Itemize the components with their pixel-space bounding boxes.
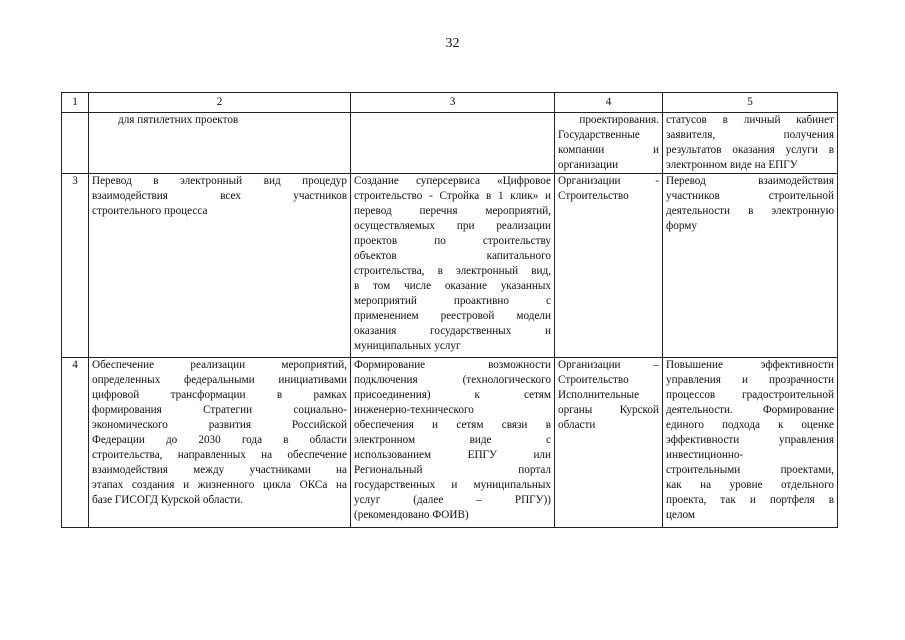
cell-text-line: проектов по строительству	[354, 235, 551, 247]
cell-text-line: процессов градостроительной	[666, 389, 834, 401]
cell-col5	[663, 174, 838, 358]
cell-text-line: целом	[666, 509, 695, 521]
cell-text-line: Строительство	[558, 190, 629, 202]
table-row	[62, 174, 838, 358]
cell-text-line: Перевод взаимодействия	[666, 175, 834, 187]
table-header-row	[62, 93, 838, 113]
header-cell-4: 4	[555, 93, 663, 113]
cell-col5	[663, 358, 838, 528]
cell-text-line: Формирование возможности	[354, 359, 551, 371]
cell-text-line: единого подхода к оценке	[666, 419, 834, 431]
cell-col3	[351, 113, 555, 174]
cell-text-line: результатов оказания услуги в	[666, 144, 834, 156]
cell-text-line: обеспечения и сетям связи в	[354, 419, 551, 431]
cell-col3	[351, 174, 555, 358]
cell-text-line: взаимодействия между участниками на	[92, 464, 347, 476]
cell-text-line: услуг (далее – РПГУ))	[354, 494, 551, 506]
cell-col2	[89, 358, 351, 528]
cell-text-line: в том числе оказание указанных	[354, 280, 551, 292]
header-cell-2: 2	[89, 93, 351, 113]
header-cell-5: 5	[663, 93, 838, 113]
cell-text-line: эффективности управления	[666, 434, 834, 446]
cell-text-line: экономического развития Российской	[92, 419, 347, 431]
cell-text-line: Федерации до 2030 года в области	[92, 434, 347, 446]
cell-text-line: Исполнительные	[558, 389, 640, 401]
cell-text-line: органы Курской	[558, 404, 659, 416]
cell-text-line: организации	[558, 159, 619, 171]
cell-text-line: использованием ЕПГУ или	[354, 449, 551, 461]
cell-text-line: заявителя, получения	[666, 129, 834, 141]
cell-text-line: строительного процесса	[92, 205, 208, 217]
cell-text-line: строительство - Стройка в 1 клик» и	[354, 190, 551, 202]
cell-text-line: подключения (технологического	[354, 374, 551, 386]
table-row	[62, 113, 838, 174]
cell-text-line: оказания государственных и	[354, 325, 551, 337]
cell-text-line: перевод перечня мероприятий,	[354, 205, 551, 217]
cell-col3	[351, 358, 555, 528]
cell-text-line: государственных и муниципальных	[354, 479, 551, 491]
cell-col5	[663, 113, 838, 174]
cell-text-line: Организации –	[558, 359, 659, 371]
page-number: 32	[445, 36, 460, 51]
cell-col2	[89, 174, 351, 358]
cell-text-line: строительства, в электронный вид,	[354, 265, 551, 277]
table-row	[62, 358, 838, 528]
cell-text-line: базе ГИСОГД Курской области.	[92, 494, 244, 506]
cell-text-line: проекта, так и портфеля в	[666, 494, 834, 506]
cell-text-line: Региональный портал	[354, 464, 551, 476]
cell-text-line: инженерно-технического	[354, 404, 474, 416]
cell-text-line: Строительство	[558, 374, 629, 386]
cell-text-line: Перевод в электронный вид процедур	[92, 175, 347, 187]
cell-text-line: строительства, направленных на обеспечение	[92, 449, 347, 461]
cell-text-line: области	[558, 419, 596, 431]
cell-text-line: определенных федеральными инициативами	[92, 374, 347, 386]
cell-text-line: формирования Стратегии социально-	[92, 404, 347, 416]
document-table	[61, 92, 838, 528]
cell-text-line: муниципальных услуг	[354, 340, 461, 352]
cell-text-line: электронном виде на ЕПГУ	[666, 159, 798, 171]
row-number	[62, 113, 89, 174]
cell-text-line: участников строительной	[666, 190, 834, 202]
cell-text-line: для пятилетних проектов	[118, 114, 239, 126]
cell-text-line: объектов капитального	[354, 250, 551, 262]
cell-text-line: Организации -	[558, 175, 659, 187]
cell-text-line: компании и	[558, 144, 659, 156]
cell-col2	[89, 113, 351, 174]
cell-text-line: деятельности в электронную	[666, 205, 834, 217]
cell-text-line: цифровой трансформации в рамках	[92, 389, 347, 401]
cell-text-line: инвестиционно-	[666, 449, 744, 461]
cell-text-line: деятельности. Формирование	[666, 404, 834, 416]
cell-text-line: электронном виде с	[354, 434, 551, 446]
cell-text-line: присоединения) к сетям	[354, 389, 551, 401]
cell-text-line: проектирования.	[579, 114, 659, 126]
cell-text-line: Государственные	[558, 129, 640, 141]
cell-text-line: осуществляемых при реализации	[354, 220, 551, 232]
cell-text-line: взаимодействия всех участников	[92, 190, 347, 202]
cell-text-line: Повышение эффективности	[666, 359, 834, 371]
cell-col4	[555, 113, 663, 174]
cell-col4	[555, 174, 663, 358]
cell-text-line: форму	[666, 220, 697, 232]
cell-col4	[555, 358, 663, 528]
cell-text-line: мероприятий проактивно с	[354, 295, 551, 307]
cell-text-line: управления и прозрачности	[666, 374, 834, 386]
cell-text-line: как на уровне отдельного	[666, 479, 834, 491]
cell-text-line: этапах создания и жизненного цикла ОКСа на	[92, 479, 347, 491]
cell-text-line: строительными проектами,	[666, 464, 834, 476]
row-number: 4	[62, 358, 89, 528]
cell-text-line: Создание суперсервиса «Цифровое	[354, 175, 551, 187]
cell-text-line: Обеспечение реализации мероприятий,	[92, 359, 347, 371]
cell-text-line: применением реестровой модели	[354, 310, 551, 322]
header-cell-1: 1	[62, 93, 89, 113]
cell-text-line: статусов в личный кабинет	[666, 114, 834, 126]
row-number: 3	[62, 174, 89, 358]
cell-text-line: (рекомендовано ФОИВ)	[354, 509, 469, 521]
header-cell-3: 3	[351, 93, 555, 113]
